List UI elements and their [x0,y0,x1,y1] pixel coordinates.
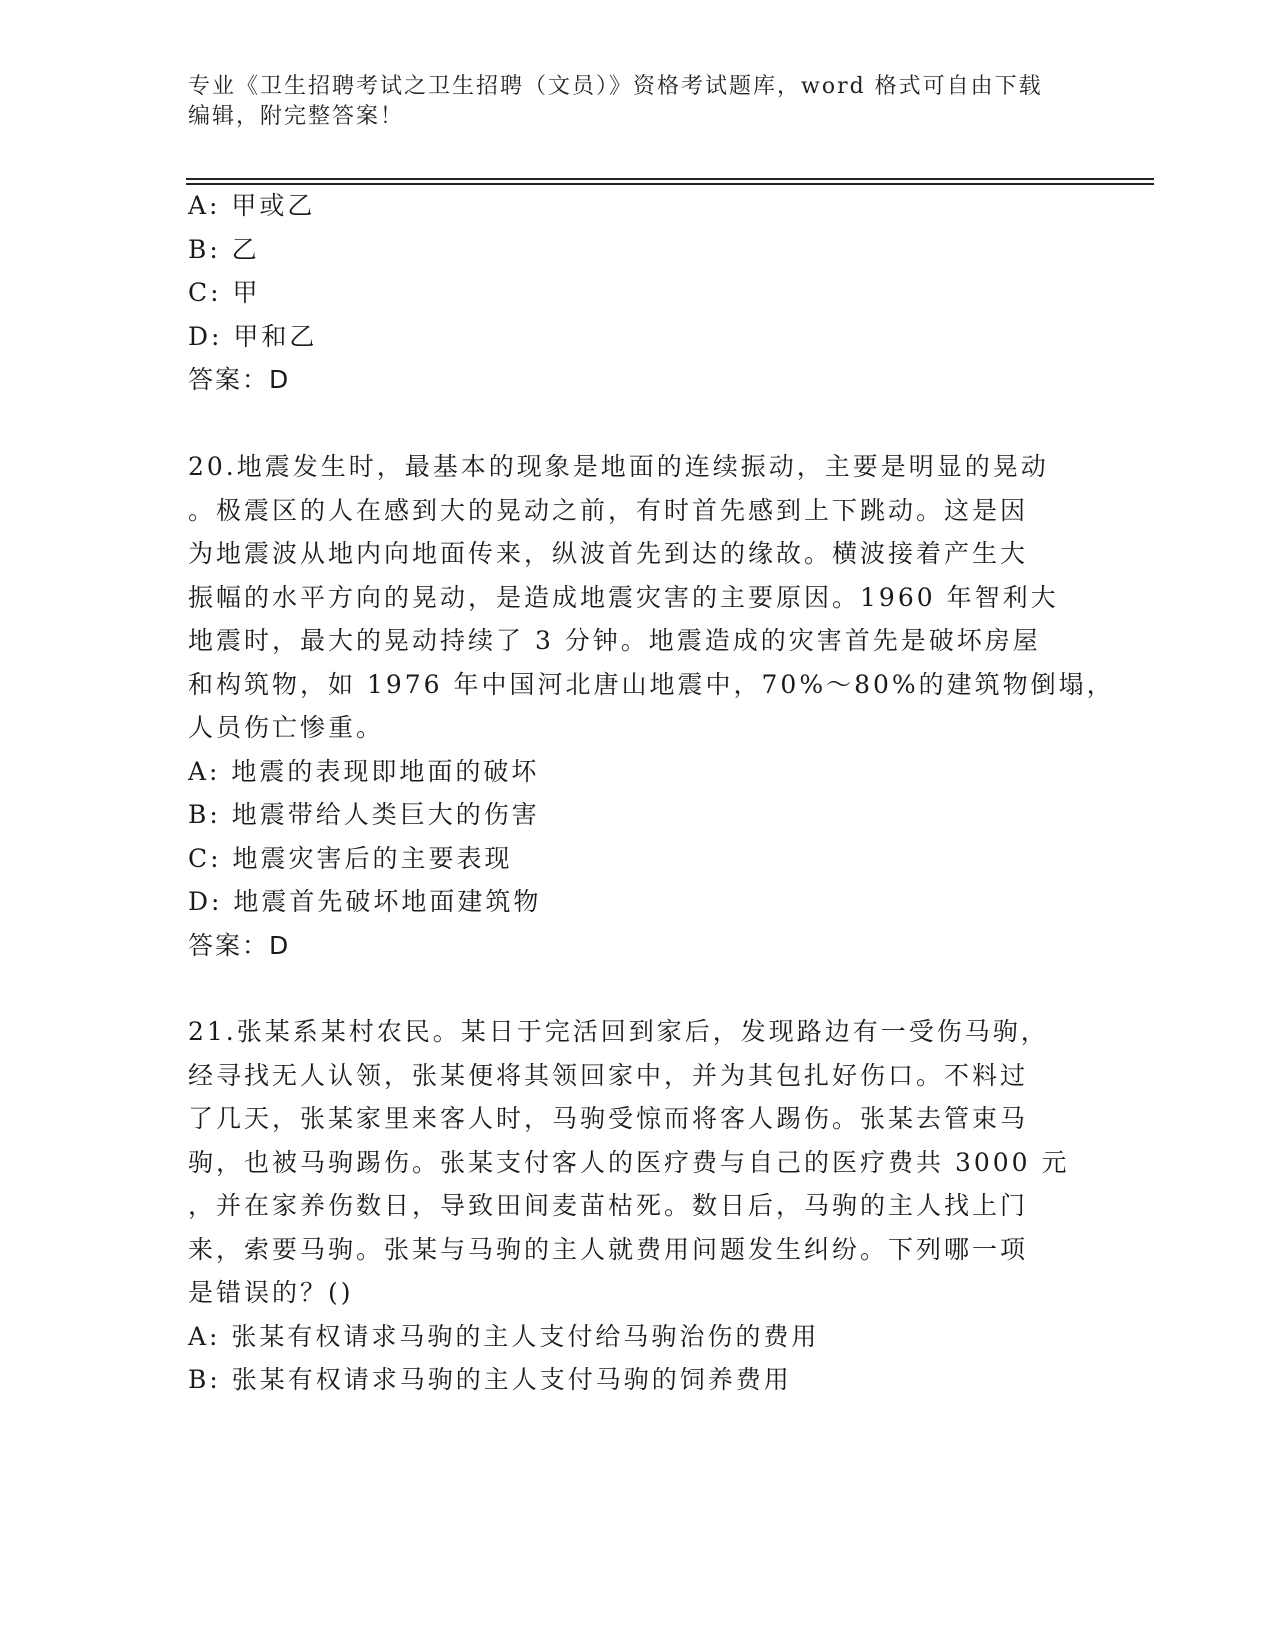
q19-option-d: D: 甲和乙 [188,322,318,351]
q20-text-line: 人员伤亡惨重。 [188,713,385,742]
q20-text-line: 振幅的水平方向的晃动，是造成地震灾害的主要原因。1960 年智利大 [188,583,1059,612]
q20-text-line: 。极震区的人在感到大的晃动之前，有时首先感到上下跳动。这是因 [188,496,1029,525]
q20-option-c: C: 地震灾害后的主要表现 [188,844,513,873]
q21-text-line: 了几天，张某家里来客人时，马驹受惊而将客人踢伤。张某去管束马 [188,1104,1029,1133]
header-rule-top [186,178,1154,180]
q21-text-line: 来，索要马驹。张某与马驹的主人就费用问题发生纠纷。下列哪一项 [188,1235,1029,1264]
q21-option-a: A: 张某有权请求马驹的主人支付给马驹治伤的费用 [188,1322,820,1351]
q20-text-line: 地震时，最大的晃动持续了 3 分钟。地震造成的灾害首先是破坏房屋 [188,626,1041,655]
q19-option-c: C: 甲 [188,278,261,307]
header-rule-bottom [186,183,1154,185]
q21-text-line: 是错误的？() [188,1278,354,1307]
q20-text-line: 为地震波从地内向地面传来，纵波首先到达的缘故。横波接着产生大 [188,539,1029,568]
q21-text-line: 驹，也被马驹踢伤。张某支付客人的医疗费与自己的医疗费共 3000 元 [188,1148,1070,1177]
q21-text-line: 21.张某系某村农民。某日于完活回到家后，发现路边有一受伤马驹， [188,1017,1049,1046]
q21-text-line: 经寻找无人认领，张某便将其领回家中，并为其包扎好伤口。不料过 [188,1061,1029,1090]
q19-option-b: B: 乙 [188,235,260,264]
document-header [188,72,1068,132]
header-line-1: 专业《卫生招聘考试之卫生招聘（文员）》资格考试题库，word 格式可自由下载 [188,74,1043,99]
q20-answer: 答案：D [188,931,291,960]
q20-text-line: 和构筑物，如 1976 年中国河北唐山地震中，70%～80%的建筑物倒塌， [188,670,1115,699]
q20-option-d: D: 地震首先破坏地面建筑物 [188,887,542,916]
q20-option-a: A: 地震的表现即地面的破坏 [188,757,540,786]
q19-answer: 答案：D [188,365,291,394]
q20-text-line: 20.地震发生时，最基本的现象是地面的连续振动，主要是明显的晃动 [188,452,1049,481]
q20-option-b: B: 地震带给人类巨大的伤害 [188,800,540,829]
q19-option-a: A: 甲或乙 [188,191,316,220]
q21-text-line: ，并在家养伤数日，导致田间麦苗枯死。数日后，马驹的主人找上门 [188,1191,1029,1220]
header-line-2: 编辑，附完整答案！ [188,104,405,129]
q21-option-b: B: 张某有权请求马驹的主人支付马驹的饲养费用 [188,1365,792,1394]
